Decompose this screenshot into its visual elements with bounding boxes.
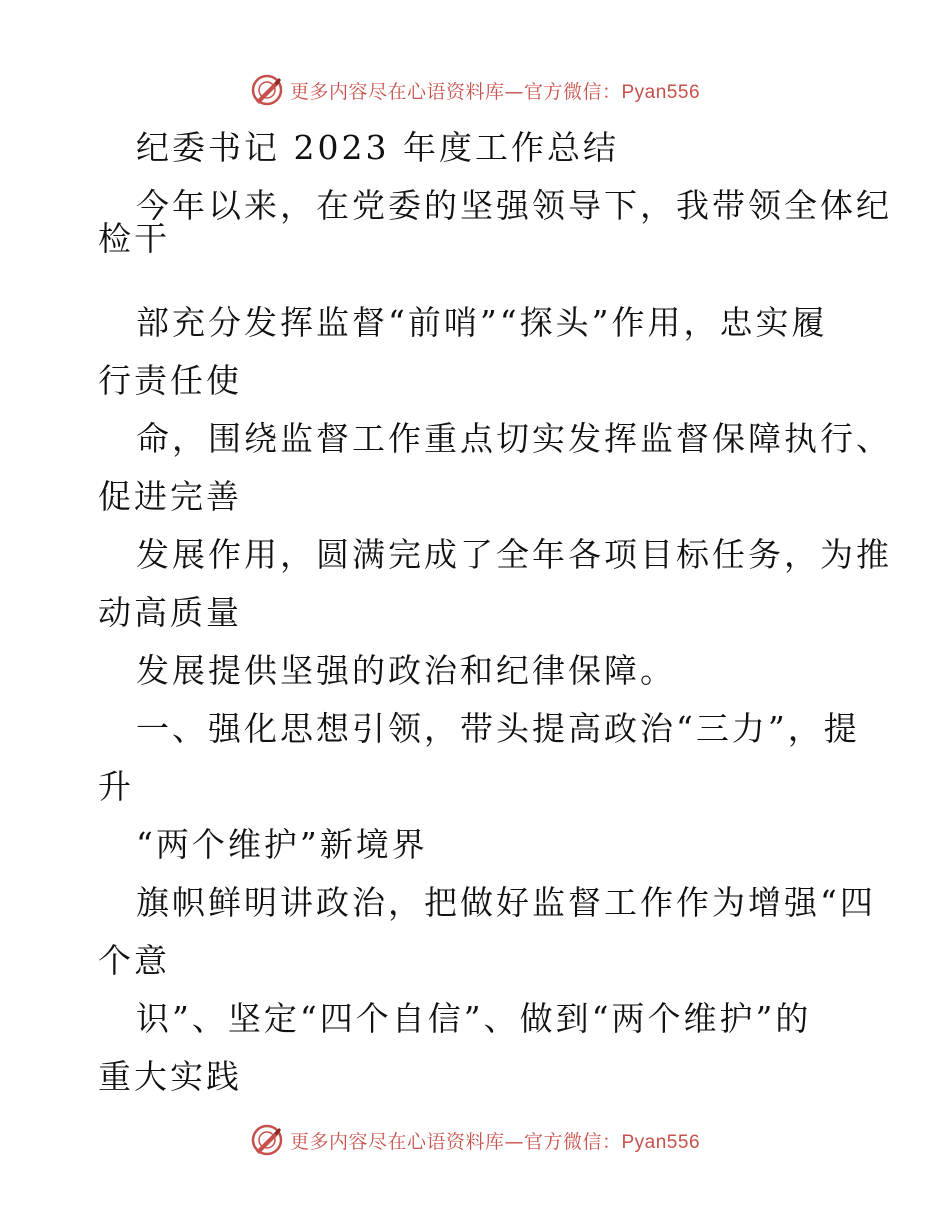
pen-logo-icon [250, 1123, 284, 1157]
text-line: 发展作用，圆满完成了全年各项目标任务，为推 [136, 535, 892, 574]
text-line: 部充分发挥监督“前哨”“探头”作用，忠实履 [136, 303, 828, 342]
pen-logo-icon [250, 73, 284, 107]
text-line: 个意 [98, 941, 170, 980]
watermark-text: 更多内容尽在心语资料库—官方微信：Pyan556 [289, 80, 701, 103]
document-title: 纪委书记 2023 年度工作总结 [136, 128, 619, 167]
section-heading-cont: “两个维护”新境界 [136, 825, 428, 864]
watermark-footer [0, 1120, 950, 1160]
watermark-text: 更多内容尽在心语资料库—官方微信：Pyan556 [289, 1130, 701, 1153]
section-heading-cont: 升 [98, 767, 134, 806]
text-line: 今年以来，在党委的坚强领导下，我带领全体纪 [136, 186, 892, 225]
text-line: 旗帜鲜明讲政治，把做好监督工作作为增强“四 [136, 883, 876, 922]
text-line: 重大实践 [98, 1057, 242, 1096]
text-line: 命，围绕监督工作重点切实发挥监督保障执行、 [136, 419, 892, 458]
text-line: 动高质量 [98, 593, 242, 632]
text-line: 识”、坚定“四个自信”、做到“两个维护”的 [136, 999, 812, 1038]
text-line: 发展提供坚强的政治和纪律保障。 [136, 651, 676, 690]
watermark-header [0, 70, 950, 110]
text-line: 促进完善 [98, 477, 242, 516]
section-heading: 一、强化思想引领，带头提高政治“三力”，提 [136, 709, 860, 748]
text-line: 检干 [98, 219, 170, 258]
text-line: 行责任使 [98, 361, 242, 400]
